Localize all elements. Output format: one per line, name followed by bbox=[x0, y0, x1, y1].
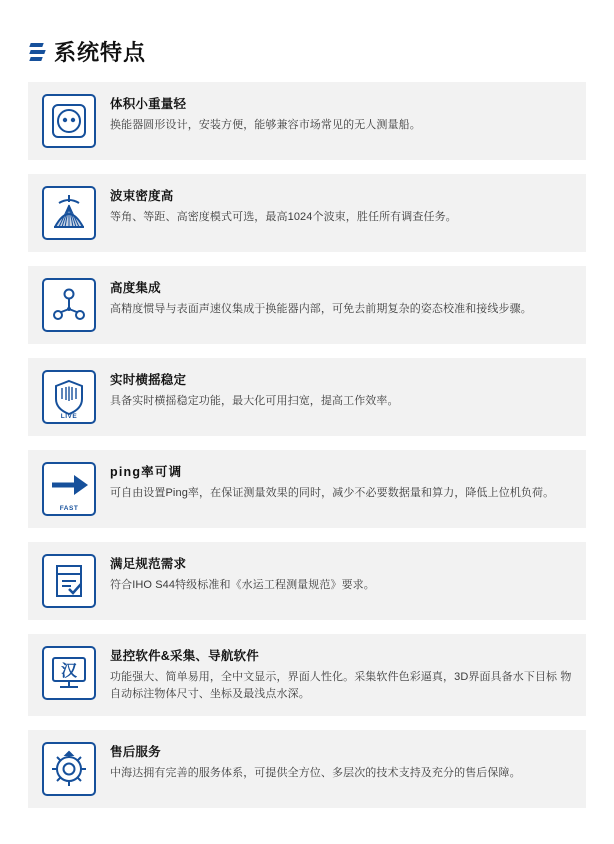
list-item-title: 满足规范需求 bbox=[110, 557, 187, 571]
icon-badge-label: LIVE bbox=[60, 413, 78, 420]
list-item-title: 高度集成 bbox=[110, 281, 161, 295]
list-item-text bbox=[110, 278, 532, 318]
list-item-title: 波束密度高 bbox=[110, 189, 174, 203]
title-accent-mark-icon bbox=[30, 40, 46, 66]
list-item-desc: 功能强大、简单易用，全中文显示，界面人性化。采集软件色彩逼真，3D界面具备水下目标 物自动标注物体尺寸、坐标及最浅点水深。 bbox=[110, 670, 572, 701]
list-item bbox=[28, 450, 586, 528]
list-item bbox=[28, 542, 586, 620]
standard-checklist-icon bbox=[42, 554, 96, 608]
integration-nodes-icon bbox=[42, 278, 96, 332]
list-item-text bbox=[110, 462, 554, 502]
list-item bbox=[28, 730, 586, 808]
list-item bbox=[28, 634, 586, 716]
list-item-text bbox=[110, 554, 375, 594]
list-item bbox=[28, 82, 586, 160]
list-item-text bbox=[110, 94, 421, 134]
icon-badge-label: FAST bbox=[59, 505, 79, 512]
after-sales-gear-icon bbox=[42, 742, 96, 796]
list-item-title: ping率可调 bbox=[110, 465, 183, 479]
list-item-desc: 高精度惯导与表面声速仪集成于换能器内部，可免去前期复杂的姿态校准和接线步骤。 bbox=[110, 302, 532, 315]
list-item-desc: 具备实时横摇稳定功能，最大化可用扫宽，提高工作效率。 bbox=[110, 394, 399, 407]
list-item-title: 售后服务 bbox=[110, 745, 161, 760]
beam-fan-density-icon bbox=[42, 186, 96, 240]
list-item-text bbox=[110, 742, 521, 782]
live-roll-stabilization-icon bbox=[42, 370, 96, 424]
features-list bbox=[28, 82, 586, 808]
list-item-title: 体积小重量轻 bbox=[110, 97, 187, 111]
list-item-text bbox=[110, 186, 457, 226]
list-item bbox=[28, 358, 586, 436]
list-item bbox=[28, 266, 586, 344]
list-item-text bbox=[110, 370, 399, 410]
page-title-text: 系统特点 bbox=[54, 40, 147, 65]
list-item-text bbox=[110, 646, 572, 704]
compact-transducer-icon bbox=[42, 94, 96, 148]
list-item-title: 实时横摇稳定 bbox=[110, 373, 187, 387]
page-title bbox=[30, 40, 586, 66]
svg-text:汉: 汉 bbox=[60, 663, 78, 680]
list-item bbox=[28, 174, 586, 252]
fast-ping-arrow-icon bbox=[42, 462, 96, 516]
list-item-desc: 中海达拥有完善的服务体系，可提供全方位、多层次的技术支持及充分的售后保障。 bbox=[110, 766, 521, 779]
list-item-desc: 符合IHO S44特级标准和《水运工程测量规范》要求。 bbox=[110, 578, 375, 591]
list-item-desc: 换能器圆形设计，安装方便，能够兼容市场常见的无人测量船。 bbox=[110, 118, 421, 131]
list-item-desc: 等角、等距、高密度模式可选，最高1024个波束，胜任所有调查任务。 bbox=[110, 210, 457, 223]
list-item-desc: 可自由设置Ping率，在保证测量效果的同时，减少不必要数据量和算力，降低上位机负荷。 bbox=[110, 486, 555, 499]
chinese-software-monitor-icon bbox=[42, 646, 96, 700]
list-item-title: 显控软件&采集、导航软件 bbox=[110, 649, 259, 663]
